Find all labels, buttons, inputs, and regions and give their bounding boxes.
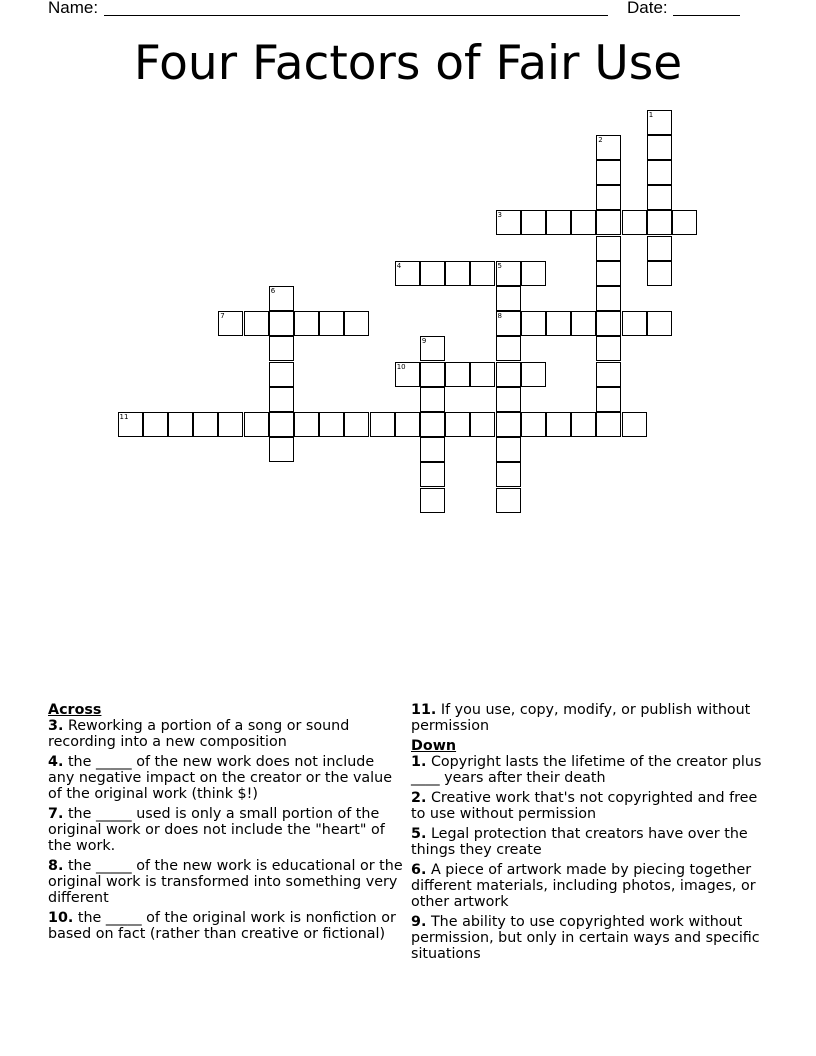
- crossword-cell[interactable]: [445, 362, 470, 387]
- crossword-cell[interactable]: [319, 412, 344, 437]
- crossword-cell[interactable]: [596, 210, 621, 235]
- clue-across-11: 11. If you use, copy, modify, or publish without permission: [411, 702, 751, 734]
- crossword-cell[interactable]: [269, 311, 294, 336]
- crossword-cell[interactable]: [118, 412, 143, 437]
- crossword-cell[interactable]: [420, 362, 445, 387]
- clue-across-10: 10. the _____ of the original work is nonfiction or based on fact (rather than creative or fictional): [48, 910, 396, 942]
- clue-down-9: 9. The ability to use copyrighted work without permission, but only in certain ways and specific situations: [411, 914, 760, 962]
- crossword-cell[interactable]: [622, 311, 647, 336]
- crossword-cell[interactable]: [395, 261, 420, 286]
- crossword-cell[interactable]: [420, 488, 445, 513]
- crossword-cell[interactable]: [571, 311, 596, 336]
- crossword-cell[interactable]: [420, 437, 445, 462]
- clue-number: 3: [497, 211, 502, 220]
- crossword-cell[interactable]: [218, 311, 243, 336]
- crossword-cell[interactable]: [622, 210, 647, 235]
- crossword-cell[interactable]: [596, 185, 621, 210]
- crossword-cell[interactable]: [571, 412, 596, 437]
- crossword-cell[interactable]: [168, 412, 193, 437]
- crossword-cell[interactable]: [496, 286, 521, 311]
- crossword-cell[interactable]: [470, 362, 495, 387]
- crossword-cell[interactable]: [596, 362, 621, 387]
- crossword-cell[interactable]: [496, 412, 521, 437]
- clue-number: 4: [396, 261, 402, 270]
- clue-across-4: 4. the _____ of the new work does not include any negative impact on the creator or the value of the original work (think $!): [48, 754, 392, 802]
- crossword-cell[interactable]: [521, 362, 546, 387]
- crossword-cell[interactable]: [496, 387, 521, 412]
- clue-number: 6: [270, 286, 276, 295]
- crossword-cell[interactable]: [596, 412, 621, 437]
- crossword-cell[interactable]: [647, 160, 672, 185]
- crossword-cell[interactable]: [420, 412, 445, 437]
- crossword-cell[interactable]: [420, 462, 445, 487]
- crossword-cell[interactable]: [269, 286, 294, 311]
- crossword-cell[interactable]: [344, 412, 369, 437]
- crossword-cell[interactable]: [647, 135, 672, 160]
- crossword-cell[interactable]: [596, 336, 621, 361]
- crossword-cell[interactable]: [420, 387, 445, 412]
- clue-down-5: 5. Legal protection that creators have over the things they create: [411, 826, 748, 858]
- crossword-cell[interactable]: [521, 311, 546, 336]
- crossword-cell[interactable]: [496, 336, 521, 361]
- crossword-cell[interactable]: [496, 210, 521, 235]
- crossword-cell[interactable]: [596, 261, 621, 286]
- crossword-cell[interactable]: [319, 311, 344, 336]
- clue-number: 5: [497, 261, 502, 270]
- crossword-cell[interactable]: [269, 387, 294, 412]
- crossword-cell[interactable]: [470, 412, 495, 437]
- crossword-cell[interactable]: [344, 311, 369, 336]
- crossword-cell[interactable]: [672, 210, 697, 235]
- clues-column-right: [411, 702, 773, 966]
- crossword-cell[interactable]: [445, 412, 470, 437]
- crossword-cell[interactable]: [546, 210, 571, 235]
- crossword-cell[interactable]: [596, 286, 621, 311]
- crossword-cell[interactable]: [521, 210, 546, 235]
- name-label: Name:: [48, 0, 99, 17]
- crossword-cell[interactable]: [521, 261, 546, 286]
- crossword-cell[interactable]: [622, 412, 647, 437]
- crossword-cell[interactable]: [244, 412, 269, 437]
- crossword-cell[interactable]: [294, 311, 319, 336]
- crossword-cell[interactable]: [269, 412, 294, 437]
- crossword-cell[interactable]: [647, 261, 672, 286]
- crossword-cell[interactable]: [546, 311, 571, 336]
- crossword-cell[interactable]: [420, 336, 445, 361]
- crossword-cell[interactable]: [521, 412, 546, 437]
- crossword-cell[interactable]: [496, 311, 521, 336]
- across-heading: Across: [48, 702, 102, 718]
- crossword-cell[interactable]: [244, 311, 269, 336]
- crossword-cell[interactable]: [496, 437, 521, 462]
- crossword-cell[interactable]: [496, 362, 521, 387]
- clue-number: 1: [648, 110, 654, 119]
- clues-column-left: [48, 702, 404, 946]
- page-title: Four Factors of Fair Use: [133, 36, 683, 91]
- crossword-cell[interactable]: [596, 160, 621, 185]
- clue-down-2: 2. Creative work that's not copyrighted and free to use without permission: [411, 790, 758, 822]
- crossword-cell[interactable]: [143, 412, 168, 437]
- crossword-cell[interactable]: [370, 412, 395, 437]
- crossword-cell[interactable]: [647, 311, 672, 336]
- crossword-cell[interactable]: [420, 261, 445, 286]
- clue-number: 10: [396, 362, 406, 371]
- clue-number: 11: [119, 412, 129, 421]
- crossword-cell[interactable]: [596, 311, 621, 336]
- crossword-cell[interactable]: [571, 210, 596, 235]
- clue-across-7: 7. the _____ used is only a small portion of the original work or does not include the "heart" of the work.: [48, 806, 385, 854]
- clue-number: 9: [421, 337, 427, 346]
- crossword-cell[interactable]: [546, 412, 571, 437]
- crossword-cell[interactable]: [596, 387, 621, 412]
- crossword-cell[interactable]: [193, 412, 218, 437]
- crossword-cell[interactable]: [496, 488, 521, 513]
- clue-number: 2: [598, 135, 603, 144]
- crossword-cell[interactable]: [218, 412, 243, 437]
- clue-number: 8: [497, 312, 502, 321]
- crossword-cell[interactable]: [269, 362, 294, 387]
- crossword-cell[interactable]: [294, 412, 319, 437]
- clue-number: 7: [220, 312, 225, 321]
- crossword-cell[interactable]: [596, 236, 621, 261]
- crossword-cell[interactable]: [496, 462, 521, 487]
- crossword-cell[interactable]: [395, 362, 420, 387]
- crossword-cell[interactable]: [395, 412, 420, 437]
- clue-down-1: 1. Copyright lasts the lifetime of the creator plus ____ years after their death: [411, 754, 762, 786]
- down-heading: Down: [411, 738, 457, 754]
- crossword-cell[interactable]: [647, 110, 672, 135]
- date-label: Date:: [627, 0, 668, 17]
- crossword-cell[interactable]: [647, 210, 672, 235]
- crossword-cell[interactable]: [596, 135, 621, 160]
- clue-across-3: 3. Reworking a portion of a song or sound recording into a new composition: [48, 718, 350, 750]
- crossword-cell[interactable]: [647, 236, 672, 261]
- crossword-cell[interactable]: [496, 261, 521, 286]
- clue-across-8: 8. the _____ of the new work is educational or the original work is transformed into something very different: [48, 858, 403, 906]
- crossword-cell[interactable]: [470, 261, 495, 286]
- crossword-cell[interactable]: [445, 261, 470, 286]
- clue-down-6: 6. A piece of artwork made by piecing together different materials, including photos, images, or other artwork: [411, 862, 756, 910]
- crossword-cell[interactable]: [269, 336, 294, 361]
- crossword-cell[interactable]: [647, 185, 672, 210]
- crossword-cell[interactable]: [269, 437, 294, 462]
